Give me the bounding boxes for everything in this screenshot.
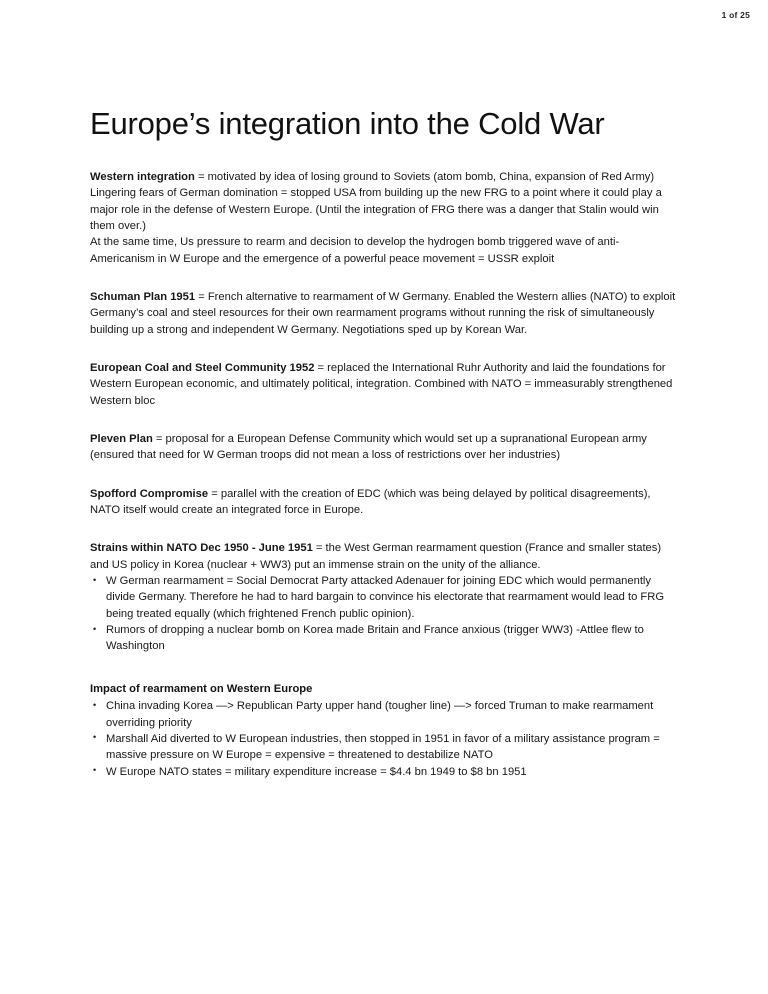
paragraph-strains-within-nato (90, 540, 682, 573)
section-gap (90, 422, 682, 431)
section-gap (90, 668, 682, 681)
list-item: • W German rearmament = Social Democrat Party attacked Adenauer for joining EDC which would permanently divide Germany. Therefore he had to hard bargain to convince his electorate that rearmament would lead to FRG being treated equally (which frightened French public opinion). (90, 573, 682, 622)
paragraph-ecsc (90, 360, 682, 409)
paragraph-pleven-plan (90, 431, 682, 464)
list-item: • W Europe NATO states = military expenditure increase = $4.4 bn 1949 to $8 bn 1951 (90, 764, 682, 780)
section-gap (90, 531, 682, 540)
paragraph-schuman-plan (90, 289, 682, 338)
paragraph-western-integration-line3: At the same time, Us pressure to rearm and decision to develop the hydrogen bomb triggered wave of anti-Americanism in W Europe and the emergence of a powerful peace movement = USSR exploit (90, 236, 620, 265)
page-title: Europe’s integration into the Cold War (90, 106, 605, 141)
paragraph-spofford-compromise (90, 486, 682, 519)
term-western-integration: Western integration (90, 170, 195, 183)
ecsc-body: = replaced the International Ruhr Authority and laid the foundations for Western European economic, and ultimately political, integration. Combined with NATO = immeasurably strengthened Western bloc (90, 362, 673, 407)
document-body (90, 104, 682, 793)
section-gap (90, 280, 682, 289)
page-indicator: 1 of 25 (721, 10, 750, 20)
western-integration-line1-rest: = motivated by idea of losing ground to Soviets (atom bomb, China, expansion of Red Army) (194, 170, 655, 183)
section-gap (90, 351, 682, 360)
section-gap (90, 477, 682, 486)
section-heading-impact-of-rearmament: Impact of rearmament on Western Europe (90, 682, 313, 695)
term-ecsc: European Coal and Steel Community 1952 (90, 362, 315, 374)
pleven-plan-body: = proposal for a European Defense Community which would set up a supranational European army (ensured that need for W German troops did not mean a loss of restrictions over her industries) (90, 433, 647, 462)
paragraph-western-integration-line2: Lingering fears of German domination = stopped USA from building up the new FRG to a point where it could play a major role in the defense of Western Europe. (Until the integration of FRG there was a danger that Stalin would win them over.) (90, 187, 662, 232)
schuman-plan-body: = French alternative to rearmament of W Germany. Enabled the Western allies (NATO) to exploit Germany’s coal and steel resources for their own rearmament programs without running the risk of simultaneously building up a strong and independent W Germany. Negotiations sped up by Korean War. (90, 290, 676, 336)
term-schuman-plan: Schuman Plan 1951 (90, 290, 196, 303)
term-strains-within-nato: Strains within NATO Dec 1950 - June 1951 (90, 542, 313, 555)
strains-within-nato-body: = the West German rearmament question (France and smaller states) and US policy in Korea (nuclear + WW3) put an immense strain on the unity of the alliance. (90, 542, 662, 571)
term-pleven-plan: Pleven Plan (90, 433, 153, 446)
paragraph-western-integration-line1 (90, 169, 682, 185)
spofford-compromise-body: = parallel with the creation of EDC (which was being delayed by political disagreements), NATO itself would create an integrated force in Europe. (90, 487, 651, 517)
term-spofford-compromise: Spofford Compromise (90, 487, 209, 500)
list-item: • Marshall Aid diverted to W European industries, then stopped in 1951 in favor of a military assistance program = massive pressure on W Europe = expensive = threatened to destabilize NATO (90, 731, 682, 764)
list-item: • China invading Korea —> Republican Party upper hand (tougher line) —> forced Truman to make rearmament overriding priority (90, 698, 682, 731)
bullet-list-strains-within-nato (90, 573, 682, 655)
list-item: • Rumors of dropping a nuclear bomb on Korea made Britain and France anxious (trigger WW3) -Attlee flew to Washington (90, 622, 682, 655)
bullet-list-impact-of-rearmament (90, 698, 682, 780)
